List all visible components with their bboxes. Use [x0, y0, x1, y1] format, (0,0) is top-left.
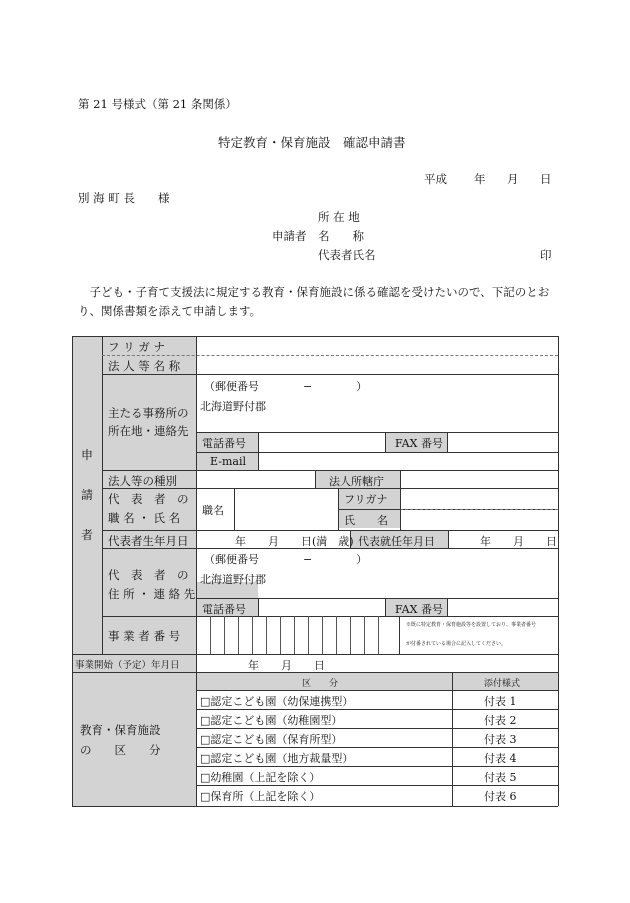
- facility-option-2[interactable]: □認定こども園（幼稚園型）: [200, 714, 343, 727]
- job-title-label: 職名: [202, 504, 224, 517]
- facility-option-5[interactable]: □幼稚園（上記を除く）: [200, 771, 321, 784]
- attachment-1: 付表 1: [484, 695, 517, 708]
- applicant-role: 申請者: [272, 229, 307, 243]
- rep-title-name-label-1: 代 表 者 の: [108, 492, 189, 506]
- attachment-2: 付表 2: [484, 714, 517, 727]
- phone-label: 電話番号: [202, 437, 246, 450]
- rep-address-label-2: 住 所 ・ 連 絡 先: [108, 587, 196, 601]
- corp-type-label: 法人等の種別: [108, 474, 177, 488]
- applicant-side-label-1: 申: [80, 448, 93, 462]
- birth-label: 代表者生年月日: [108, 534, 189, 548]
- facility-label-2: の 区 分: [80, 743, 161, 757]
- application-form: [72, 336, 558, 806]
- attachment-4: 付表 4: [484, 752, 517, 765]
- rep-fax-label: FAX 番号: [395, 603, 443, 616]
- main-office-label: 主たる事務所の所在地・連絡先: [108, 406, 189, 438]
- office-address-prefix: 北海道野付郡: [200, 400, 266, 413]
- rep-phone-label: 電話番号: [202, 603, 246, 616]
- start-date-label: 事業開始（予定）年月日: [75, 660, 180, 671]
- facility-option-6[interactable]: □保育所（上記を除く）: [200, 790, 321, 803]
- rep-title-name-label-2: 職 名 ・ 氏 名: [108, 511, 181, 525]
- applicant-side-label-3: 者: [80, 528, 93, 542]
- fax-label: FAX 番号: [395, 437, 443, 450]
- attachment-3: 付表 3: [484, 733, 517, 746]
- furigana-label: フ リ ガ ナ: [108, 340, 165, 354]
- corp-name-label: 法 人 等 名 称: [108, 359, 181, 373]
- operator-note-2: が付番されている場合に記入してください。: [406, 641, 507, 647]
- rep-postal-code-field[interactable]: （郵便番号 − ）: [204, 553, 368, 566]
- rep-name-label: 氏 名: [344, 514, 388, 527]
- start-date-field[interactable]: 年 月 日: [248, 659, 325, 672]
- rep-address-label-1: 代 表 者 の: [108, 568, 189, 582]
- corp-office-label: 法人所轄庁: [329, 475, 384, 488]
- date-era: 平成: [424, 172, 447, 186]
- attachment-6: 付表 6: [484, 790, 517, 803]
- intro-text: 子ども・子育て支援法に規定する教育・保育施設に係る確認を受けたいので、下記のとおり、関係書類を添えて申請します。: [78, 285, 550, 318]
- rep-address-prefix: 北海道野付郡: [200, 573, 266, 586]
- operator-number-label: 事 業 者 番 号: [108, 629, 181, 643]
- seal-mark: 印: [540, 248, 552, 262]
- rep-furigana-label: フリガナ: [344, 493, 388, 506]
- facility-option-3[interactable]: □認定こども園（保育所型）: [200, 733, 343, 746]
- email-label: E-mail: [210, 455, 246, 468]
- facility-option-1[interactable]: □認定こども園（幼保連携型）: [200, 695, 354, 708]
- appoint-label: 代表就任年月日: [358, 535, 435, 548]
- form-number: 第 21 号様式（第 21 条関係）: [78, 97, 237, 111]
- address-label: 所 在 地: [318, 210, 360, 224]
- date-month: 月: [507, 172, 519, 186]
- attachment-5: 付表 5: [484, 771, 517, 784]
- postal-code-field[interactable]: （郵便番号 − ）: [204, 380, 368, 393]
- rep-name-label: 代表者氏名: [318, 248, 376, 262]
- document-title: 特定教育・保育施設 確認申請書: [218, 135, 406, 150]
- applicant-side-label-2: 請: [80, 488, 93, 502]
- operator-note-1: ※既に特定教育・保育施設等を設置しており、事業者番号: [406, 622, 537, 628]
- date-year: 年: [474, 172, 486, 186]
- date-day: 日: [540, 172, 552, 186]
- name-label: 名 称: [318, 229, 364, 243]
- facility-option-4[interactable]: □認定こども園（地方裁量型）: [200, 752, 354, 765]
- appoint-date-field[interactable]: 年 月 日: [480, 535, 557, 548]
- birth-date-field[interactable]: 年 月 日(満 歳): [235, 535, 354, 548]
- addressee: 別 海 町 長 様: [78, 191, 170, 205]
- facility-label-1: 教育・保育施設: [80, 723, 161, 737]
- attachment-header: 添付様式: [484, 679, 521, 689]
- category-header: 区 分: [302, 679, 339, 689]
